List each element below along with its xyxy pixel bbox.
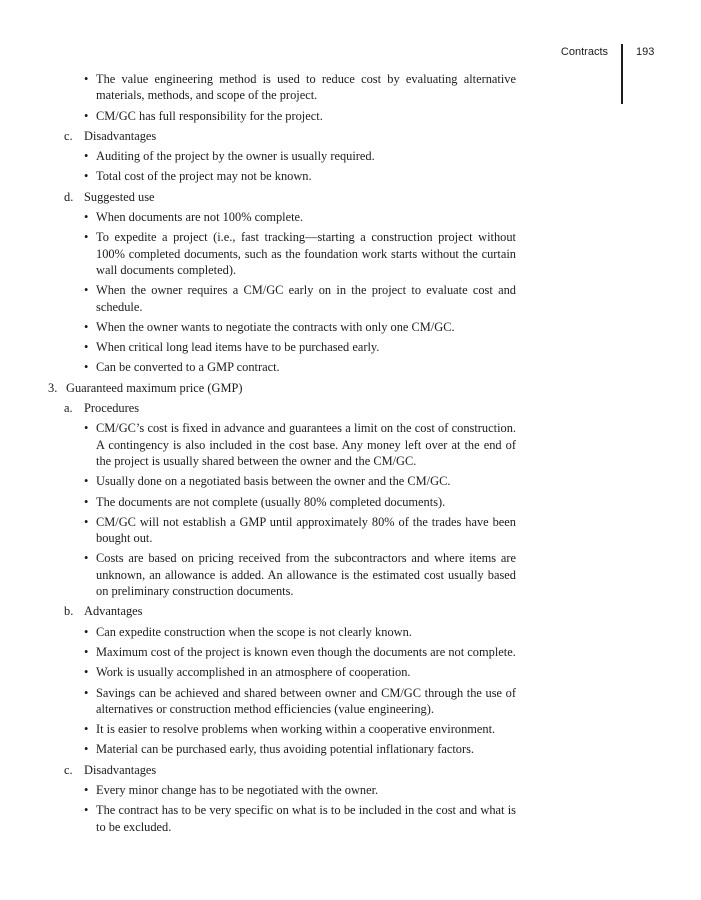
bullet-item: • When the owner wants to negotiate the contracts with only one CM/GC. [96,319,516,335]
running-head: Contracts [560,46,608,58]
bullet-item: • When documents are not 100% complete. [96,209,516,225]
bullet-item: • Material can be purchased early, thus avoiding potential inflationary factors. [96,741,516,757]
subsection-title: Suggested use [84,189,155,204]
page-number: 193 [636,46,655,58]
subsection-marker: c. [64,762,73,777]
subsection-marker: d. [64,189,74,204]
subsection-heading [64,762,701,778]
bullet-item: • Savings can be achieved and shared between owner and CM/GC through the use of alternatives or construction method efficiencies (value engineering). [96,685,516,718]
bullet-item: • When the owner requires a CM/GC early on in the project to evaluate cost and schedule. [96,282,516,315]
bullet-item: • It is easier to resolve problems when working within a cooperative environment. [96,721,516,737]
subsection-marker: a. [64,401,73,416]
bullet-item: • When critical long lead items have to be purchased early. [96,339,516,355]
bullet-item: • To expedite a project (i.e., fast tracking—starting a construction project without 100% completed documents, such as the foundation work starts without the curtain wall documents completed). [96,229,516,278]
bullet-item: • Work is usually accomplished in an atmosphere of cooperation. [96,664,516,680]
subsection-marker: c. [64,128,73,143]
page-body [0,71,701,839]
subsection-heading [64,128,701,144]
subsection-title: Disadvantages [84,762,157,777]
bullet-item: • CM/GC will not establish a GMP until approximately 80% of the trades have been bought out. [96,514,516,547]
bullet-item: • Maximum cost of the project is known even though the documents are not complete. [96,644,516,660]
subsection-marker: b. [64,604,74,619]
subsection-heading [64,400,701,416]
bullet-item: • Costs are based on pricing received from the subcontractors and where items are unknown, an allowance is added. An allowance is the estimated cost usually based on preliminary construction documents. [96,550,516,599]
bullet-item: • The contract has to be very specific on what is to be included in the cost and what is to be excluded. [96,802,516,835]
bullet-item: • Usually done on a negotiated basis between the owner and the CM/GC. [96,473,516,489]
bullet-item: • The documents are not complete (usually 80% completed documents). [96,494,516,510]
subsection-heading [64,603,701,619]
bullet-item: • CM/GC’s cost is fixed in advance and guarantees a limit on the cost of construction. A contingency is also included in the cost base. Any money left over at the end of the project is usually shared between the owner and the CM/GC. [96,420,516,469]
subsection-heading [64,189,701,205]
bullet-item: • Every minor change has to be negotiated with the owner. [96,782,516,798]
section-heading [48,380,701,396]
section-title: Guaranteed maximum price (GMP) [66,380,243,395]
bullet-item: • Can be converted to a GMP contract. [96,359,516,375]
page-header [0,44,701,64]
bullet-item: • Total cost of the project may not be known. [96,168,516,184]
bullet-item: • Auditing of the project by the owner is usually required. [96,148,516,164]
subsection-title: Advantages [84,604,143,619]
bullet-item: • The value engineering method is used to reduce cost by evaluating alternative materials, methods, and scope of the project. [96,71,516,104]
bullet-item: • Can expedite construction when the scope is not clearly known. [96,624,516,640]
subsection-title: Disadvantages [84,128,157,143]
section-marker: 3. [48,380,58,395]
subsection-title: Procedures [84,401,140,416]
bullet-item: • CM/GC has full responsibility for the project. [96,108,516,124]
